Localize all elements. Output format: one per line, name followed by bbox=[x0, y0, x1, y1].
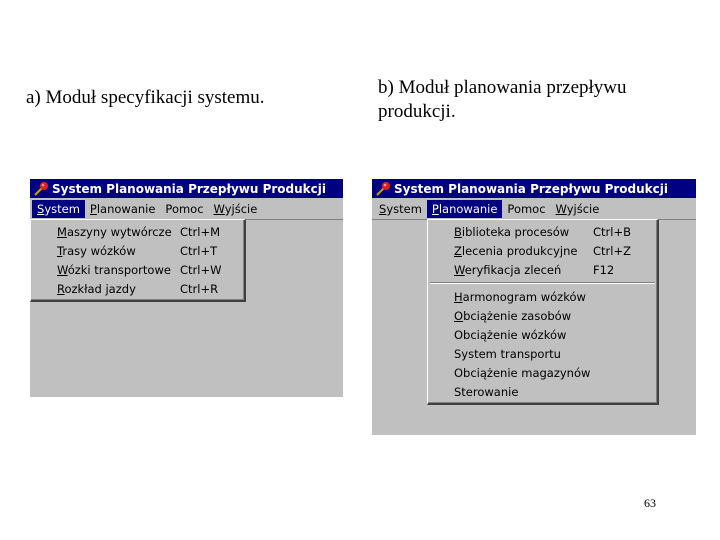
shortcut-label: Ctrl+R bbox=[180, 281, 219, 296]
menu-item-obciazenie-wozkow[interactable] bbox=[428, 325, 657, 344]
menu-planowanie[interactable]: Planowanie bbox=[89, 201, 156, 216]
menu-item-system-transportu[interactable] bbox=[428, 344, 657, 363]
menu-pomoc[interactable]: Pomoc bbox=[507, 201, 546, 216]
menu-item-rozklad[interactable]: Rozkład jazdy Ctrl+R bbox=[31, 279, 244, 298]
menu-item-obciazenie-magazynow[interactable] bbox=[428, 363, 657, 382]
title-bar[interactable] bbox=[372, 179, 696, 198]
menu-item-label: System transportu bbox=[454, 346, 561, 361]
menu-item-biblioteka[interactable]: Biblioteka procesów Ctrl+B bbox=[428, 222, 657, 241]
window-title: System Planowania Przepływu Produkcji bbox=[52, 181, 326, 196]
menu-item-wozki[interactable]: Wózki transportowe Ctrl+W bbox=[31, 260, 244, 279]
caption-a: a) Moduł specyfikacji systemu. bbox=[26, 87, 265, 108]
menu-item-label: Sterowanie bbox=[454, 384, 519, 399]
menu-bar bbox=[30, 198, 343, 220]
shortcut-label: Ctrl+M bbox=[180, 224, 221, 239]
shortcut-label: Ctrl+W bbox=[180, 262, 222, 277]
planowanie-dropdown bbox=[427, 219, 659, 405]
page-number: 63 bbox=[644, 496, 656, 510]
menu-item-sterowanie[interactable] bbox=[428, 382, 657, 401]
menu-item-maszyny[interactable]: Maszyny wytwórcze Ctrl+M bbox=[31, 222, 244, 241]
shortcut-label: F12 bbox=[593, 262, 615, 277]
menu-item-label: Obciążenie magazynów bbox=[454, 365, 591, 380]
menu-wyjscie[interactable]: Wyjście bbox=[555, 201, 600, 216]
menu-item-weryfikacja[interactable]: Weryfikacja zleceń F12 bbox=[428, 260, 657, 279]
app-pin-icon bbox=[33, 181, 49, 197]
window-specification bbox=[30, 179, 343, 397]
menu-system[interactable]: System bbox=[379, 201, 422, 216]
menu-item-label: Obciążenie wózków bbox=[454, 327, 567, 342]
shortcut-label: Ctrl+Z bbox=[593, 243, 631, 258]
window-title: System Planowania Przepływu Produkcji bbox=[394, 181, 668, 196]
system-dropdown bbox=[30, 219, 246, 302]
title-bar[interactable] bbox=[30, 179, 343, 198]
menu-separator bbox=[430, 282, 655, 284]
shortcut-label: Ctrl+B bbox=[593, 224, 631, 239]
app-pin-icon bbox=[375, 181, 391, 197]
menu-item-obciazenie-zasobow[interactable]: Obciążenie zasobów bbox=[454, 308, 572, 323]
menu-item-harmonogram[interactable]: Harmonogram wózków bbox=[454, 289, 586, 304]
window-planning bbox=[372, 179, 696, 435]
menu-item-zlecenia[interactable]: Zlecenia produkcyjne Ctrl+Z bbox=[428, 241, 657, 260]
menu-wyjscie[interactable]: Wyjście bbox=[213, 201, 258, 216]
menu-bar bbox=[372, 198, 696, 220]
menu-planowanie[interactable]: Planowanie bbox=[427, 200, 503, 218]
shortcut-label: Ctrl+T bbox=[180, 243, 218, 258]
menu-item-trasy[interactable]: Trasy wózków Ctrl+T bbox=[31, 241, 244, 260]
menu-system[interactable]: System bbox=[32, 200, 85, 218]
menu-pomoc[interactable]: Pomoc bbox=[165, 201, 204, 216]
caption-b: b) Moduł planowania przepływu produkcji. bbox=[378, 77, 627, 122]
